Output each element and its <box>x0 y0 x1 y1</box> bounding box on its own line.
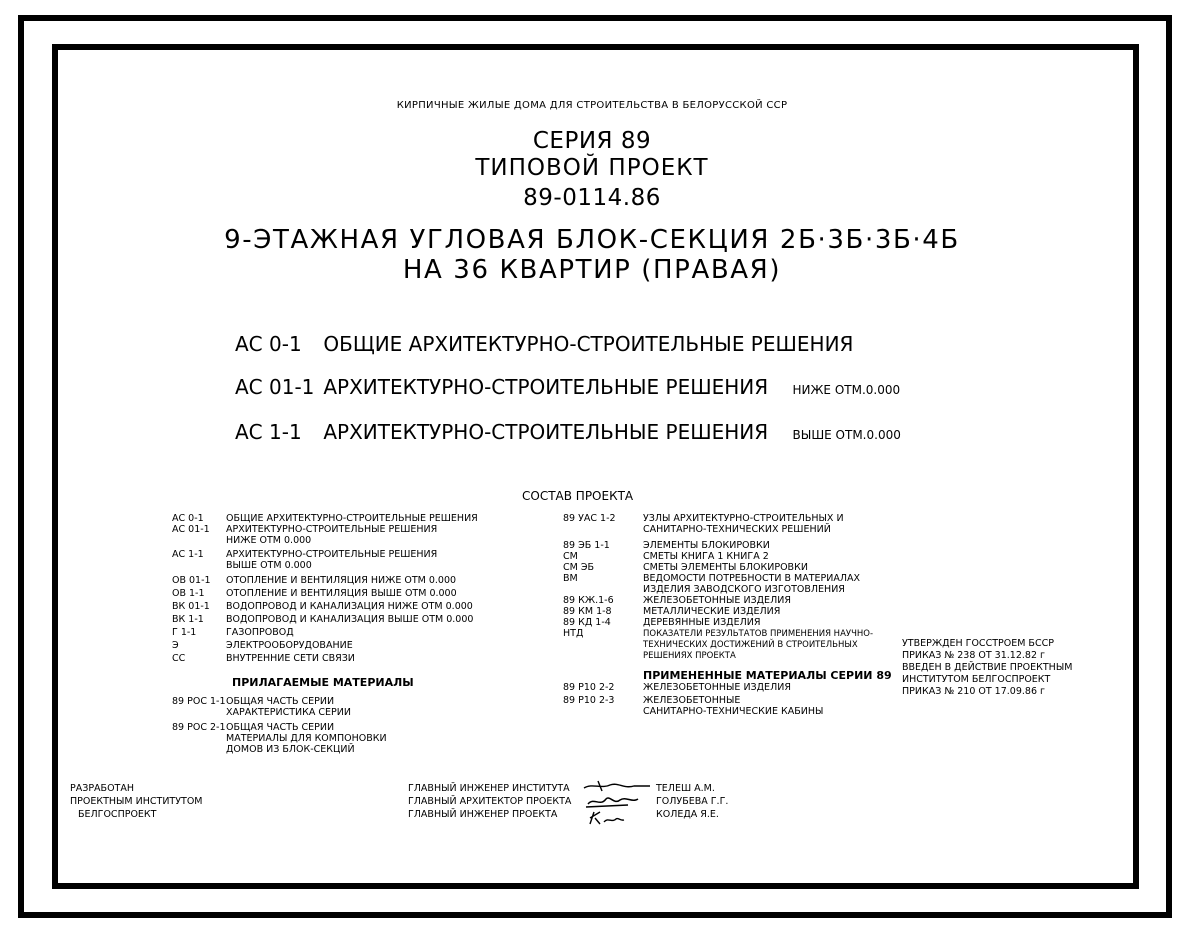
item-code: АС 0-1 <box>172 513 204 524</box>
item-text: ЖЕЛЕЗОБЕТОННЫЕ ИЗДЕЛИЯ <box>643 682 791 693</box>
approval-block <box>902 638 1072 698</box>
list-item <box>563 682 823 693</box>
item-text: ВЕДОМОСТИ ПОТРЕБНОСТИ В МАТЕРИАЛАХ <box>643 573 861 584</box>
item-text: ДЕРЕВЯННЫЕ ИЗДЕЛИЯ <box>643 617 761 628</box>
list-item <box>172 560 478 571</box>
item-code: АС 01-1 <box>172 524 210 535</box>
item-text: РЕШЕНИЯХ ПРОЕКТА <box>643 651 736 661</box>
album-row <box>235 375 900 399</box>
list-item <box>172 574 478 587</box>
project-type: ТИПОВОЙ ПРОЕКТ <box>475 155 709 181</box>
signature-name: ГОЛУБЕВА Г.Г. <box>656 796 729 807</box>
list-item <box>172 707 387 718</box>
applied-heading: ПРИМЕНЕННЫЕ МАТЕРИАЛЫ СЕРИИ 89 <box>643 669 892 682</box>
signature-name: ТЕЛЕШ А.М. <box>656 783 715 794</box>
item-code: 89 РОС 1-1 <box>172 696 226 707</box>
item-text: ХАРАКТЕРИСТИКА СЕРИИ <box>226 707 352 718</box>
item-code: СМ ЭБ <box>563 562 595 573</box>
item-code: 89 Р10 2-2 <box>563 682 615 693</box>
item-text: УЗЛЫ АРХИТЕКТУРНО-СТРОИТЕЛЬНЫХ И <box>643 513 844 524</box>
album-row <box>235 332 853 356</box>
list-item <box>172 587 478 600</box>
item-text: ОТОПЛЕНИЕ И ВЕНТИЛЯЦИЯ ВЫШЕ ОТМ 0.000 <box>226 588 457 599</box>
item-text: ВОДОПРОВОД И КАНАЛИЗАЦИЯ ВЫШЕ ОТМ 0.000 <box>226 614 474 625</box>
header-subtitle: КИРПИЧНЫЕ ЖИЛЫЕ ДОМА ДЛЯ СТРОИТЕЛЬСТВА В БЕЛОРУССКОЙ ССР <box>396 100 788 111</box>
list-item <box>563 695 823 706</box>
approval-line: ПРИКАЗ № 210 ОТ 17.09.86 г <box>902 686 1046 697</box>
list-item <box>563 513 873 524</box>
item-text: АРХИТЕКТУРНО-СТРОИТЕЛЬНЫЕ РЕШЕНИЯ <box>226 549 438 560</box>
list-item <box>563 562 873 573</box>
list-item <box>172 535 478 546</box>
item-code: НТД <box>563 628 584 639</box>
project-number: 89-0114.86 <box>523 185 661 211</box>
list-item <box>563 640 873 651</box>
list-item <box>563 584 873 595</box>
item-code: ВК 1-1 <box>172 614 204 625</box>
approval-line: ПРИКАЗ № 238 ОТ 31.12.82 г <box>902 650 1046 661</box>
item-text: МАТЕРИАЛЫ ДЛЯ КОМПОНОВКИ <box>226 733 387 744</box>
item-text: ПОКАЗАТЕЛИ РЕЗУЛЬТАТОВ ПРИМЕНЕНИЯ НАУЧНО- <box>643 629 874 639</box>
item-text: СМЕТЫ КНИГА 1 КНИГА 2 <box>643 551 769 562</box>
album-title: ОБЩИЕ АРХИТЕКТУРНО-СТРОИТЕЛЬНЫЕ РЕШЕНИЯ <box>323 332 854 356</box>
item-text: ЖЕЛЕЗОБЕТОННЫЕ ИЗДЕЛИЯ <box>643 595 791 606</box>
list-item <box>172 549 478 560</box>
developer-line: ПРОЕКТНЫМ ИНСТИТУТОМ <box>70 796 203 807</box>
item-code: 89 ЭБ 1-1 <box>563 540 610 551</box>
applied-list <box>563 682 823 717</box>
album-code: АС 1-1 <box>235 420 302 444</box>
item-text: ОТОПЛЕНИЕ И ВЕНТИЛЯЦИЯ НИЖЕ ОТМ 0.000 <box>226 575 457 586</box>
list-item <box>563 706 823 717</box>
album-title: АРХИТЕКТУРНО-СТРОИТЕЛЬНЫЕ РЕШЕНИЯ <box>323 420 769 444</box>
item-code: ОВ 1-1 <box>172 588 205 599</box>
album-row <box>235 420 901 444</box>
list-item <box>563 573 873 584</box>
main-title-line2: НА 36 КВАРТИР (ПРАВАЯ) <box>402 255 782 285</box>
list-item <box>563 651 873 662</box>
developer-line: РАЗРАБОТАН <box>70 783 134 794</box>
signature-scribbles <box>578 777 654 827</box>
item-text: НИЖЕ ОТМ 0.000 <box>226 535 312 546</box>
item-text: САНИТАРНО-ТЕХНИЧЕСКИЕ КАБИНЫ <box>643 706 824 717</box>
signature-role: ГЛАВНЫЙ ИНЖЕНЕР ИНСТИТУТА <box>408 783 570 794</box>
item-code: 89 УАС 1-2 <box>563 513 616 524</box>
signature-golubeva <box>586 798 638 807</box>
item-text: ВЫШЕ ОТМ 0.000 <box>226 560 312 571</box>
item-text: ОБЩАЯ ЧАСТЬ СЕРИИ <box>226 696 335 707</box>
composition-heading: СОСТАВ ПРОЕКТА <box>522 489 634 503</box>
item-code: ОВ 01-1 <box>172 575 211 586</box>
signature-names <box>656 782 728 821</box>
list-item <box>172 600 478 613</box>
list-item <box>563 606 873 617</box>
item-text: АРХИТЕКТУРНО-СТРОИТЕЛЬНЫЕ РЕШЕНИЯ <box>226 524 438 535</box>
series-title: СЕРИЯ 89 <box>532 128 652 154</box>
main-title-line1: 9-ЭТАЖНАЯ УГЛОВАЯ БЛОК-СЕКЦИЯ 2Б·3Б·3Б·4Б <box>224 225 960 255</box>
item-code: Э <box>172 640 179 651</box>
album-title: АРХИТЕКТУРНО-СТРОИТЕЛЬНЫЕ РЕШЕНИЯ <box>323 375 769 399</box>
list-item <box>172 733 387 744</box>
item-code: Г 1-1 <box>172 627 197 638</box>
list-item <box>172 639 478 652</box>
item-text: МЕТАЛЛИЧЕСКИЕ ИЗДЕЛИЯ <box>643 606 781 617</box>
item-code: 89 КМ 1-8 <box>563 606 612 617</box>
item-text: ГАЗОПРОВОД <box>226 627 294 638</box>
signature-name: КОЛЕДА Я.Е. <box>656 809 719 820</box>
developer-line: БЕЛГОСПРОЕКТ <box>78 809 157 820</box>
list-item <box>563 628 873 640</box>
item-code: 89 КД 1-4 <box>563 617 611 628</box>
item-text: ОБЩАЯ ЧАСТЬ СЕРИИ <box>226 722 335 733</box>
item-text: ДОМОВ ИЗ БЛОК-СЕКЦИЙ <box>226 744 355 755</box>
item-text: ЖЕЛЕЗОБЕТОННЫЕ <box>643 695 741 706</box>
item-text: ИЗДЕЛИЯ ЗАВОДСКОГО ИЗГОТОВЛЕНИЯ <box>643 584 845 595</box>
item-text: СМЕТЫ ЭЛЕМЕНТЫ БЛОКИРОВКИ <box>643 562 808 573</box>
attached-list <box>172 696 387 755</box>
item-text: ТЕХНИЧЕСКИХ ДОСТИЖЕНИЙ В СТРОИТЕЛЬНЫХ <box>643 640 858 650</box>
list-item <box>172 513 478 524</box>
item-text: ЭЛЕМЕНТЫ БЛОКИРОВКИ <box>643 540 770 551</box>
album-code: АС 01-1 <box>235 375 315 399</box>
list-item <box>172 722 387 733</box>
item-text: ЭЛЕКТРООБОРУДОВАНИЕ <box>226 640 353 651</box>
album-note: НИЖЕ ОТМ.0.000 <box>792 383 901 397</box>
item-text: ВОДОПРОВОД И КАНАЛИЗАЦИЯ НИЖЕ ОТМ 0.000 <box>226 601 473 612</box>
composition-left-list <box>172 513 478 665</box>
album-code: АС 0-1 <box>235 332 302 356</box>
item-code: 89 КЖ.1-6 <box>563 595 614 606</box>
item-code: ВК 01-1 <box>172 601 210 612</box>
signature-telesh <box>584 781 650 791</box>
list-item <box>172 613 478 626</box>
list-item <box>172 652 478 665</box>
item-code: ВМ <box>563 573 578 584</box>
signature-roles <box>408 782 571 821</box>
item-code: АС 1-1 <box>172 549 204 560</box>
item-text: ОБЩИЕ АРХИТЕКТУРНО-СТРОИТЕЛЬНЫЕ РЕШЕНИЯ <box>226 513 478 524</box>
list-item <box>172 524 478 535</box>
item-code: 89 РОС 2-1 <box>172 722 226 733</box>
list-item <box>563 617 873 628</box>
item-code: СМ <box>563 551 578 562</box>
list-item <box>563 540 873 551</box>
item-text: САНИТАРНО-ТЕХНИЧЕСКИХ РЕШЕНИЙ <box>643 524 831 535</box>
signature-role: ГЛАВНЫЙ ИНЖЕНЕР ПРОЕКТА <box>408 809 558 820</box>
developer-block <box>70 782 203 821</box>
album-note: ВЫШЕ ОТМ.0.000 <box>792 428 901 442</box>
item-code: СС <box>172 653 186 664</box>
composition-right-list <box>563 513 873 662</box>
list-item <box>563 595 873 606</box>
list-item <box>563 524 873 535</box>
list-item <box>172 626 478 639</box>
list-item <box>172 744 387 755</box>
signature-koleda <box>590 812 624 824</box>
list-item <box>563 551 873 562</box>
approval-line: УТВЕРЖДЕН ГОССТРОЕМ БССР <box>902 638 1054 649</box>
list-item <box>172 696 387 707</box>
approval-line: ИНСТИТУТОМ БЕЛГОСПРОЕКТ <box>902 674 1051 685</box>
approval-line: ВВЕДЕН В ДЕЙСТВИЕ ПРОЕКТНЫМ <box>902 662 1073 673</box>
item-text: ВНУТРЕННИЕ СЕТИ СВЯЗИ <box>226 653 355 664</box>
item-code: 89 Р10 2-3 <box>563 695 615 706</box>
signature-role: ГЛАВНЫЙ АРХИТЕКТОР ПРОЕКТА <box>408 796 572 807</box>
attached-heading: ПРИЛАГАЕМЫЕ МАТЕРИАЛЫ <box>232 676 414 689</box>
